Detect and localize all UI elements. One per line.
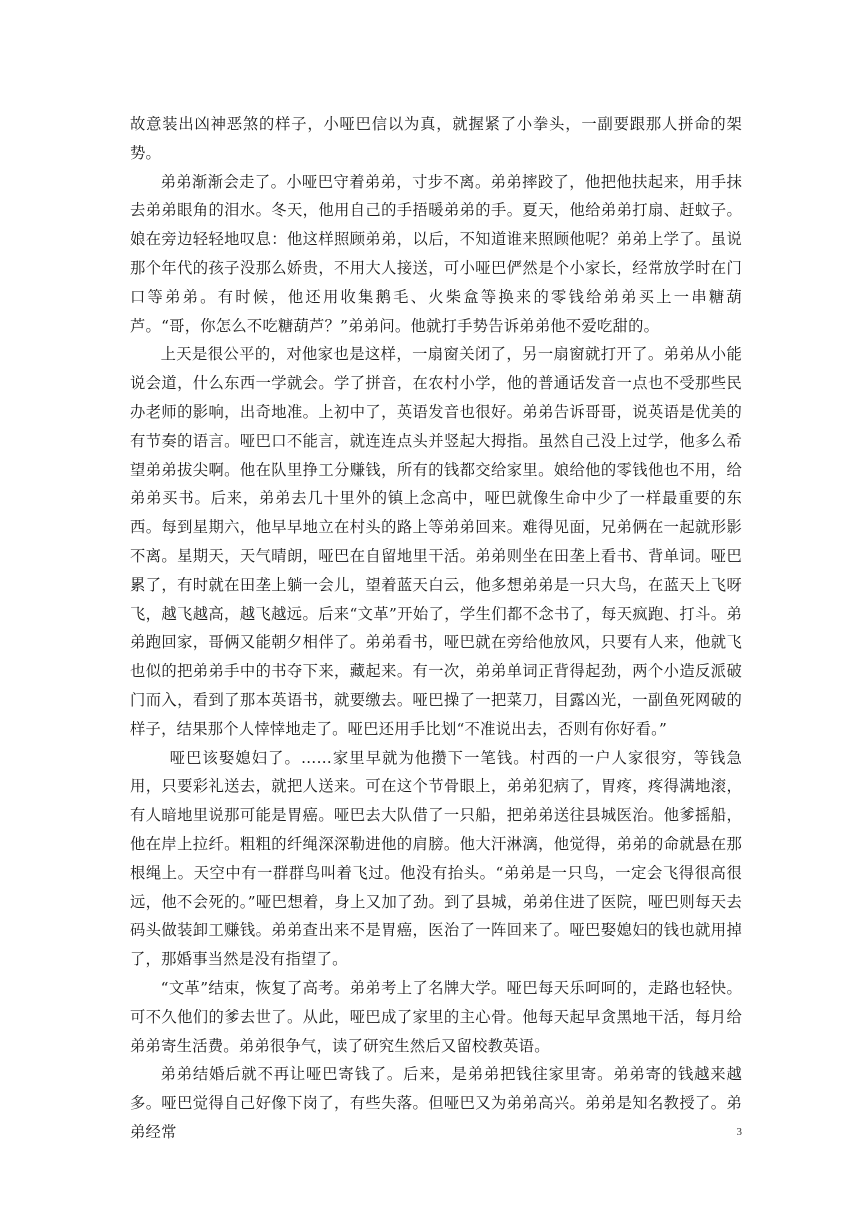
- paragraph-fair-heaven: 上天是很公平的，对他家也是这样，一扇窗关闭了，另一扇窗就打开了。弟弟从小能说会道，什么东西一学就会。学了拼音，在农村小学，他的普通话发音一点也不受那些民办老师的影响，出奇地准。上初中了，英语发音也很好。弟弟告诉哥哥，说英语是优美的有节奏的语言。哑巴口不能言，就连连点头并竖起大拇指。虽然自己没上过学，他多么希望弟弟拔尖啊。他在队里挣工分赚钱，所有的钱都交给家里。娘给他的零钱他也不用，给弟弟买书。后来，弟弟去几十里外的镇上念高中，哑巴就像生命中少了一样最重要的东西。每到星期六，他早早地立在村头的路上等弟弟回来。难得见面，兄弟俩在一起就形影不离。星期天，天气晴朗，哑巴在自留地里干活。弟弟则坐在田垄上看书、背单词。哑巴累了，有时就在田垄上躺一会儿，望着蓝天白云，他多想弟弟是一只大鸟，在蓝天上飞呀飞，越飞越高，越飞越远。后来“文革”开始了，学生们都不念书了，每天疯跑、打斗。弟弟跑回家，哥俩又能朝夕相伴了。弟弟看书，哑巴就在旁给他放风，只要有人来，他就飞也似的把弟弟手中的书夺下来，藏起来。有一次，弟弟单词正背得起劲，两个小造反派破门而入，看到了那本英语书，就要缴去。哑巴操了一把菜刀，目露凶光，一副鱼死网破的样子，结果那个人悻悻地走了。哑巴还用手比划“不准说出去，否则有你好看。”: [130, 345, 742, 738]
- paragraph-marriage: 哑巴该娶媳妇了。……家里早就为他攒下一笔钱。村西的一户人家很穷，等钱急用，只要彩礼送去，就把人送来。可在这个节骨眼上，弟弟犯病了，胃疼，疼得满地滚，有人暗地里说那可能是胃癌。哑巴去大队借了一只船，把弟弟送往县城医治。他爹摇船，他在岸上拉纤。粗粗的纤绳深深勒进他的肩膀。他大汗淋漓，他觉得，弟弟的命就悬在那根绳上。天空中有一群群鸟叫着飞过。他没有抬头。“弟弟是一只鸟，一定会飞得很高很远，他不会死的。”哑巴想着，身上又加了劲。到了县城，弟弟住进了医院，哑巴则每天去码头做装卸工赚钱。弟弟查出来不是胃癌，医治了一阵回来了。哑巴娶媳妇的钱也就用掉了，那婚事当然是没有指望了。: [130, 748, 742, 969]
- paragraph-college-entrance: “文革”结束，恢复了高考。弟弟考上了名牌大学。哑巴每天乐呵呵的，走路也轻快。可不久他们的爹去世了。从此，哑巴成了家里的主心骨。他每天起早贪黑地干活，每月给弟弟寄生活费。弟弟很争气，读了研究生然后又留校教英语。: [130, 978, 742, 1055]
- page-number: 3: [736, 1126, 742, 1138]
- paragraph-after-wedding: 弟弟结婚后就不再让哑巴寄钱了。后来，是弟弟把钱往家里寄。弟弟寄的钱越来越多。哑巴觉得自己好像下岗了，有些失落。但哑巴又为弟弟高兴。弟弟是知名教授了。弟弟经常: [130, 1065, 742, 1141]
- paragraph-continuation: 故意装出凶神恶煞的样子，小哑巴信以为真，就握紧了小拳头，一副要跟那人拼命的架势。: [130, 115, 742, 162]
- paragraph-brother-walks: 弟弟渐渐会走了。小哑巴守着弟弟，寸步不离。弟弟摔跤了，他把他扶起来，用手抹去弟弟眼角的泪水。冬天，他用自己的手捂暖弟弟的手。夏天，他给弟弟打扇、赶蚊子。娘在旁边轻轻地叹息：他这样照顾弟弟，以后，不知道谁来照顾他呢？弟弟上学了。虽说那个年代的孩子没那么娇贵，不用大人接送，可小哑巴俨然是个小家长，经常放学时在门口等弟弟。有时候，他还用收集鹅毛、火柴盒等换来的零钱给弟弟买上一串糖葫芦。“哥，你怎么不吃糖葫芦？”弟弟问。他就打手势告诉弟弟他不爱吃甜的。: [130, 172, 742, 335]
- page-body: [130, 110, 742, 1147]
